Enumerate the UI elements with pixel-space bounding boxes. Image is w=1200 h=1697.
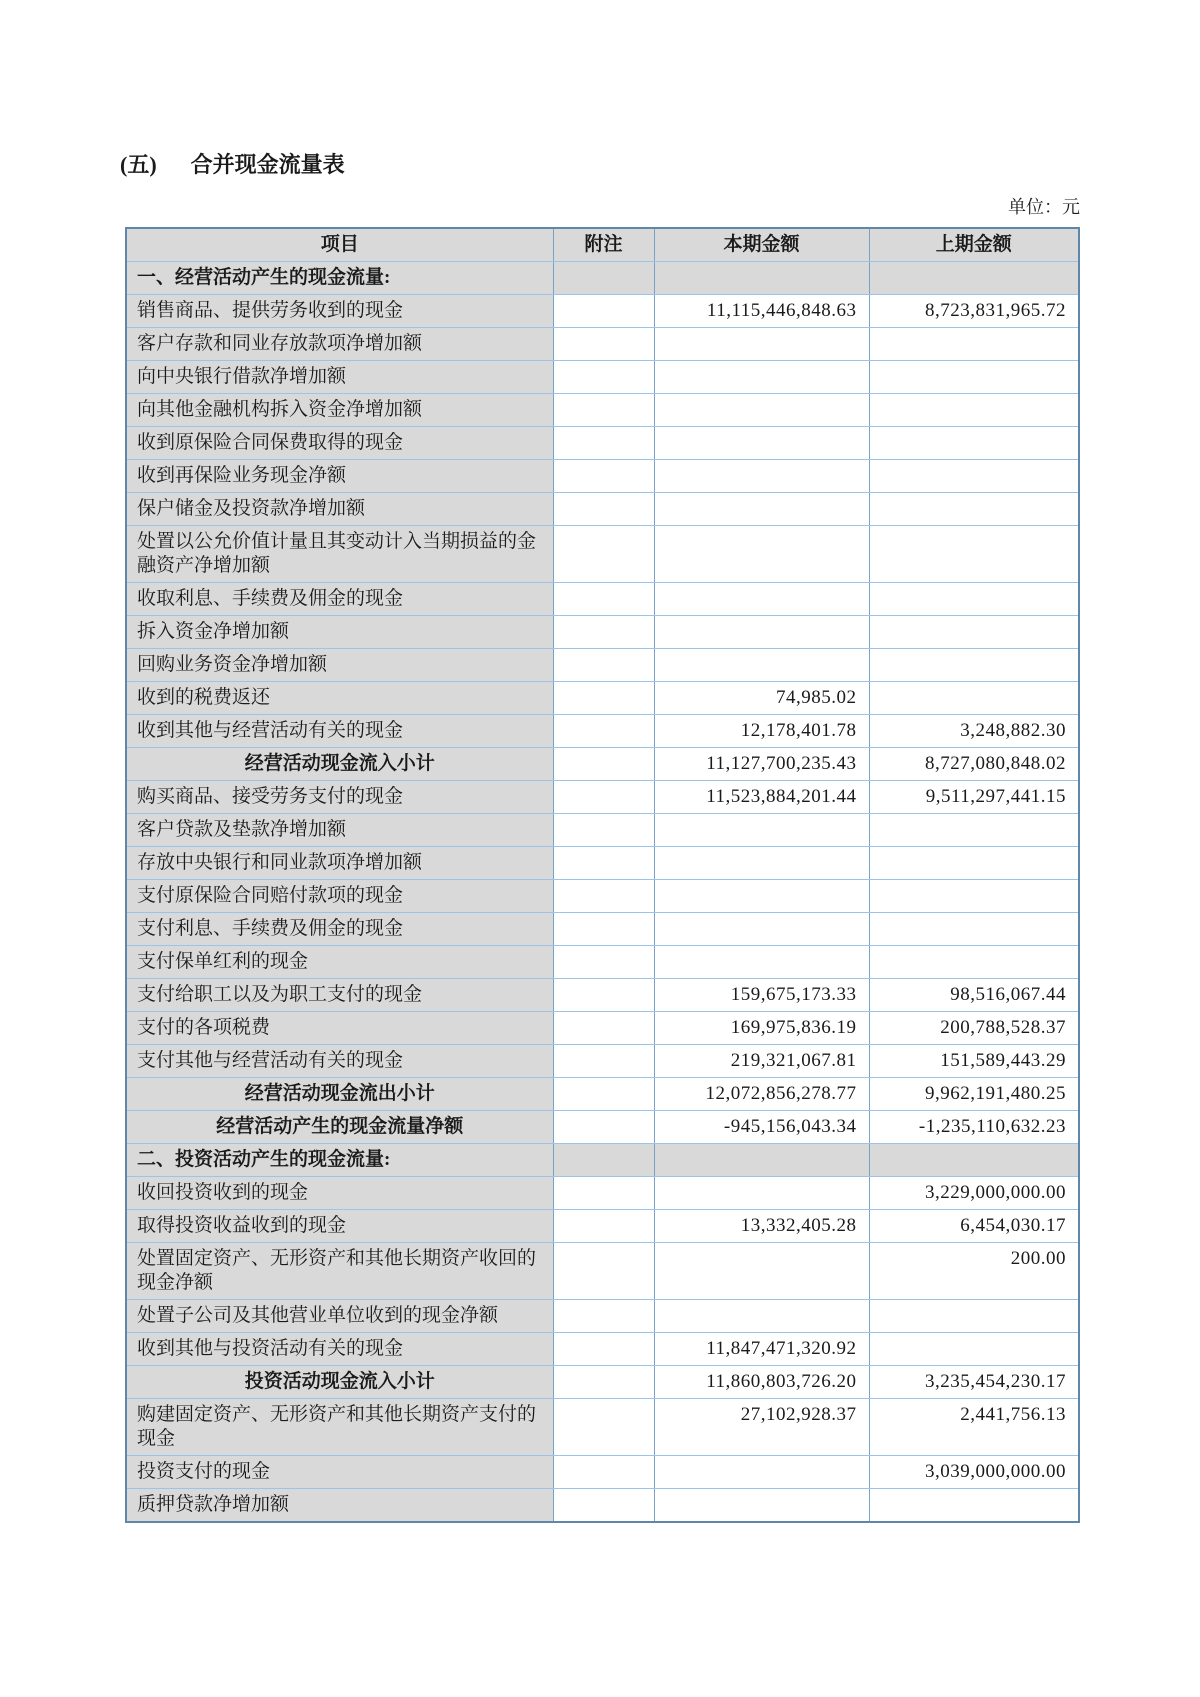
table-row xyxy=(126,814,1079,847)
table-row xyxy=(126,880,1079,913)
prior-amount-cell xyxy=(869,394,1079,427)
item-label-cell: 收到再保险业务现金净额 xyxy=(126,460,553,493)
current-amount-cell xyxy=(654,1489,869,1523)
table-row xyxy=(126,1243,1079,1300)
prior-amount-cell xyxy=(869,1300,1079,1333)
prior-amount-cell xyxy=(869,616,1079,649)
note-cell xyxy=(553,583,654,616)
prior-amount-cell xyxy=(869,361,1079,394)
prior-amount-cell xyxy=(869,814,1079,847)
item-label-cell: 保户储金及投资款净增加额 xyxy=(126,493,553,526)
header-row xyxy=(126,228,1079,262)
note-cell xyxy=(553,1456,654,1489)
subtotal-row xyxy=(126,1366,1079,1399)
note-cell xyxy=(553,715,654,748)
column-header-note: 附注 xyxy=(553,228,654,262)
item-label-cell: 拆入资金净增加额 xyxy=(126,616,553,649)
current-amount-cell xyxy=(654,649,869,682)
prior-amount-cell: 151,589,443.29 xyxy=(869,1045,1079,1078)
table-row xyxy=(126,493,1079,526)
current-amount-cell: 219,321,067.81 xyxy=(654,1045,869,1078)
prior-amount-cell xyxy=(869,328,1079,361)
column-header-prior: 上期金额 xyxy=(869,228,1079,262)
current-amount-cell xyxy=(654,847,869,880)
section-row xyxy=(126,262,1079,295)
current-amount-cell xyxy=(654,1177,869,1210)
item-label-cell: 投资活动现金流入小计 xyxy=(126,1366,553,1399)
current-amount-cell xyxy=(654,814,869,847)
table-row xyxy=(126,1177,1079,1210)
note-cell xyxy=(553,781,654,814)
prior-amount-cell: 8,727,080,848.02 xyxy=(869,748,1079,781)
note-cell xyxy=(553,814,654,847)
item-label-cell: 取得投资收益收到的现金 xyxy=(126,1210,553,1243)
table-row xyxy=(126,427,1079,460)
prior-amount-cell xyxy=(869,1489,1079,1523)
note-cell xyxy=(553,262,654,295)
table-row xyxy=(126,1210,1079,1243)
note-cell xyxy=(553,946,654,979)
current-amount-cell: 11,860,803,726.20 xyxy=(654,1366,869,1399)
prior-amount-cell: 3,235,454,230.17 xyxy=(869,1366,1079,1399)
item-label-cell: 投资支付的现金 xyxy=(126,1456,553,1489)
note-cell xyxy=(553,1366,654,1399)
item-label-cell: 收到原保险合同保费取得的现金 xyxy=(126,427,553,460)
prior-amount-cell: 2,441,756.13 xyxy=(869,1399,1079,1456)
note-cell xyxy=(553,979,654,1012)
current-amount-cell: 27,102,928.37 xyxy=(654,1399,869,1456)
table-row xyxy=(126,616,1079,649)
current-amount-cell: 11,523,884,201.44 xyxy=(654,781,869,814)
item-label-cell: 支付的各项税费 xyxy=(126,1012,553,1045)
prior-amount-cell xyxy=(869,649,1079,682)
table-row xyxy=(126,1456,1079,1489)
current-amount-cell xyxy=(654,328,869,361)
section-number: (五) xyxy=(120,152,157,177)
prior-amount-cell xyxy=(869,262,1079,295)
table-row xyxy=(126,394,1079,427)
table-row xyxy=(126,781,1079,814)
table-row xyxy=(126,946,1079,979)
item-label-cell: 处置固定资产、无形资产和其他长期资产收回的现金净额 xyxy=(126,1243,553,1300)
prior-amount-cell xyxy=(869,880,1079,913)
current-amount-cell xyxy=(654,427,869,460)
table-row xyxy=(126,460,1079,493)
current-amount-cell xyxy=(654,526,869,583)
item-label-cell: 购买商品、接受劳务支付的现金 xyxy=(126,781,553,814)
prior-amount-cell xyxy=(869,526,1079,583)
item-label-cell: 收到的税费返还 xyxy=(126,682,553,715)
note-cell xyxy=(553,1300,654,1333)
note-cell xyxy=(553,460,654,493)
item-label-cell: 质押贷款净增加额 xyxy=(126,1489,553,1523)
current-amount-cell: 159,675,173.33 xyxy=(654,979,869,1012)
item-label-cell: 支付利息、手续费及佣金的现金 xyxy=(126,913,553,946)
current-amount-cell xyxy=(654,262,869,295)
item-label-cell: 支付保单红利的现金 xyxy=(126,946,553,979)
table-row xyxy=(126,328,1079,361)
prior-amount-cell: 200,788,528.37 xyxy=(869,1012,1079,1045)
table-row xyxy=(126,1399,1079,1456)
table-row xyxy=(126,913,1079,946)
prior-amount-cell: 3,248,882.30 xyxy=(869,715,1079,748)
note-cell xyxy=(553,1177,654,1210)
unit-label: 单位：元 xyxy=(1008,197,1080,217)
current-amount-cell xyxy=(654,616,869,649)
column-header-item: 项目 xyxy=(126,228,553,262)
current-amount-cell xyxy=(654,460,869,493)
column-header-current: 本期金额 xyxy=(654,228,869,262)
current-amount-cell xyxy=(654,913,869,946)
current-amount-cell xyxy=(654,583,869,616)
current-amount-cell: 12,178,401.78 xyxy=(654,715,869,748)
prior-amount-cell: -1,235,110,632.23 xyxy=(869,1111,1079,1144)
item-label-cell: 收回投资收到的现金 xyxy=(126,1177,553,1210)
note-cell xyxy=(553,1210,654,1243)
table-row xyxy=(126,1045,1079,1078)
note-cell xyxy=(553,649,654,682)
current-amount-cell: 11,847,471,320.92 xyxy=(654,1333,869,1366)
note-cell xyxy=(553,1489,654,1523)
prior-amount-cell xyxy=(869,682,1079,715)
current-amount-cell xyxy=(654,1456,869,1489)
item-label-cell: 二、投资活动产生的现金流量: xyxy=(126,1144,553,1177)
note-cell xyxy=(553,880,654,913)
item-label-cell: 客户贷款及垫款净增加额 xyxy=(126,814,553,847)
item-label-cell: 支付原保险合同赔付款项的现金 xyxy=(126,880,553,913)
note-cell xyxy=(553,328,654,361)
current-amount-cell xyxy=(654,394,869,427)
prior-amount-cell: 3,229,000,000.00 xyxy=(869,1177,1079,1210)
item-label-cell: 客户存款和同业存放款项净增加额 xyxy=(126,328,553,361)
prior-amount-cell xyxy=(869,1144,1079,1177)
table-body xyxy=(126,262,1079,1523)
current-amount-cell: 74,985.02 xyxy=(654,682,869,715)
note-cell xyxy=(553,1243,654,1300)
note-cell xyxy=(553,913,654,946)
note-cell xyxy=(553,394,654,427)
prior-amount-cell: 9,511,297,441.15 xyxy=(869,781,1079,814)
current-amount-cell: 169,975,836.19 xyxy=(654,1012,869,1045)
note-cell xyxy=(553,1078,654,1111)
prior-amount-cell: 98,516,067.44 xyxy=(869,979,1079,1012)
table-row xyxy=(126,1300,1079,1333)
table-row xyxy=(126,583,1079,616)
note-cell xyxy=(553,1111,654,1144)
prior-amount-cell xyxy=(869,460,1079,493)
item-label-cell: 收取利息、手续费及佣金的现金 xyxy=(126,583,553,616)
prior-amount-cell: 9,962,191,480.25 xyxy=(869,1078,1079,1111)
cash-flow-table xyxy=(125,227,1080,1523)
table-row xyxy=(126,361,1079,394)
current-amount-cell xyxy=(654,946,869,979)
subtotal-row xyxy=(126,748,1079,781)
item-label-cell: 支付其他与经营活动有关的现金 xyxy=(126,1045,553,1078)
table-row xyxy=(126,847,1079,880)
prior-amount-cell: 6,454,030.17 xyxy=(869,1210,1079,1243)
title-text: 合并现金流量表 xyxy=(190,152,345,177)
note-cell xyxy=(553,616,654,649)
table-row xyxy=(126,295,1079,328)
current-amount-cell xyxy=(654,1144,869,1177)
item-label-cell: 经营活动现金流出小计 xyxy=(126,1078,553,1111)
note-cell xyxy=(553,748,654,781)
current-amount-cell: 11,115,446,848.63 xyxy=(654,295,869,328)
current-amount-cell xyxy=(654,493,869,526)
item-label-cell: 存放中央银行和同业款项净增加额 xyxy=(126,847,553,880)
table-row xyxy=(126,526,1079,583)
item-label-cell: 支付给职工以及为职工支付的现金 xyxy=(126,979,553,1012)
prior-amount-cell xyxy=(869,847,1079,880)
item-label-cell: 一、经营活动产生的现金流量: xyxy=(126,262,553,295)
note-cell xyxy=(553,361,654,394)
prior-amount-cell: 200.00 xyxy=(869,1243,1079,1300)
subtotal-row xyxy=(126,1078,1079,1111)
table-row xyxy=(126,649,1079,682)
table-row xyxy=(126,1489,1079,1523)
item-label-cell: 处置以公允价值计量且其变动计入当期损益的金融资产净增加额 xyxy=(126,526,553,583)
prior-amount-cell xyxy=(869,583,1079,616)
current-amount-cell xyxy=(654,880,869,913)
section-row xyxy=(126,1144,1079,1177)
prior-amount-cell: 3,039,000,000.00 xyxy=(869,1456,1079,1489)
item-label-cell: 经营活动产生的现金流量净额 xyxy=(126,1111,553,1144)
item-label-cell: 向中央银行借款净增加额 xyxy=(126,361,553,394)
note-cell xyxy=(553,1012,654,1045)
table-row xyxy=(126,1333,1079,1366)
item-label-cell: 向其他金融机构拆入资金净增加额 xyxy=(126,394,553,427)
prior-amount-cell xyxy=(869,946,1079,979)
table-row xyxy=(126,715,1079,748)
item-label-cell: 回购业务资金净增加额 xyxy=(126,649,553,682)
note-cell xyxy=(553,682,654,715)
prior-amount-cell xyxy=(869,913,1079,946)
table-row xyxy=(126,979,1079,1012)
note-cell xyxy=(553,427,654,460)
prior-amount-cell xyxy=(869,1333,1079,1366)
note-cell xyxy=(553,1144,654,1177)
note-cell xyxy=(553,295,654,328)
item-label-cell: 收到其他与经营活动有关的现金 xyxy=(126,715,553,748)
current-amount-cell: 13,332,405.28 xyxy=(654,1210,869,1243)
note-cell xyxy=(553,493,654,526)
table-row xyxy=(126,1012,1079,1045)
item-label-cell: 购建固定资产、无形资产和其他长期资产支付的现金 xyxy=(126,1399,553,1456)
current-amount-cell: 11,127,700,235.43 xyxy=(654,748,869,781)
prior-amount-cell xyxy=(869,427,1079,460)
current-amount-cell: -945,156,043.34 xyxy=(654,1111,869,1144)
item-label-cell: 处置子公司及其他营业单位收到的现金净额 xyxy=(126,1300,553,1333)
table-row xyxy=(126,682,1079,715)
item-label-cell: 销售商品、提供劳务收到的现金 xyxy=(126,295,553,328)
note-cell xyxy=(553,847,654,880)
subtotal-row xyxy=(126,1111,1079,1144)
item-label-cell: 收到其他与投资活动有关的现金 xyxy=(126,1333,553,1366)
note-cell xyxy=(553,1045,654,1078)
current-amount-cell: 12,072,856,278.77 xyxy=(654,1078,869,1111)
current-amount-cell xyxy=(654,1243,869,1300)
prior-amount-cell: 8,723,831,965.72 xyxy=(869,295,1079,328)
item-label-cell: 经营活动现金流入小计 xyxy=(126,748,553,781)
page-title xyxy=(120,148,1080,179)
note-cell xyxy=(553,526,654,583)
current-amount-cell xyxy=(654,361,869,394)
note-cell xyxy=(553,1333,654,1366)
prior-amount-cell xyxy=(869,493,1079,526)
note-cell xyxy=(553,1399,654,1456)
current-amount-cell xyxy=(654,1300,869,1333)
